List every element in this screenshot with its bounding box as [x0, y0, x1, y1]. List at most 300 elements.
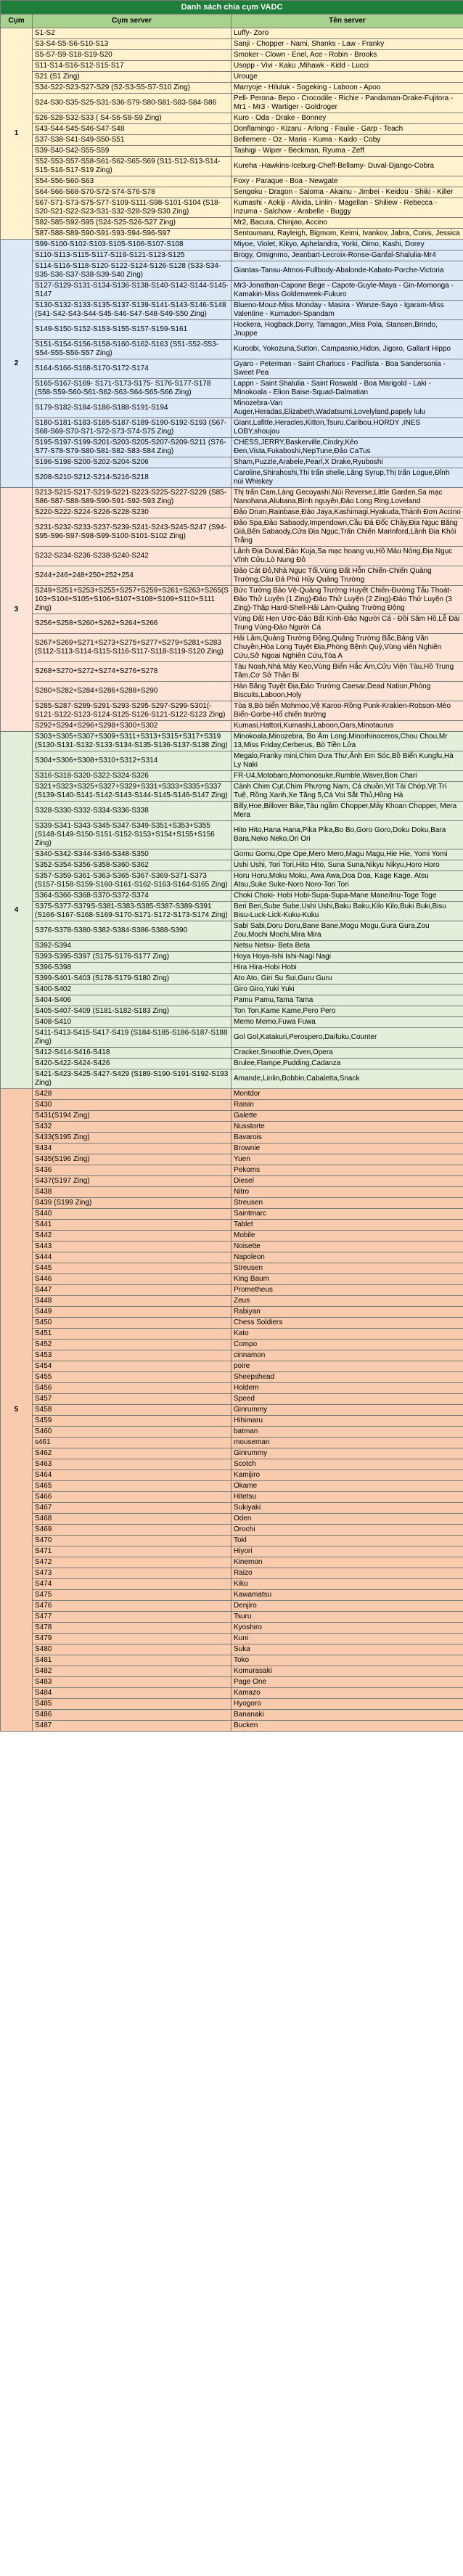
server-name-cell: Tòa 8,Bò biển Mohmoo,Vệ Karoo-Rồng Punk-Krakien-Robson-Mèo Biển-Gorbe-Hổ chiến trường: [232, 701, 463, 721]
table-row: [1, 1536, 463, 1546]
server-name-cell: Denjiro: [232, 1601, 463, 1612]
server-name-cell: Raizo: [232, 1568, 463, 1579]
server-range-cell: S339-S341-S343-S345-S347-S349-S351+S353+S355 (S148-S149-S150-S151-S152-S153+S154+S155+S156 Zing): [33, 821, 232, 849]
server-name-cell: Ton Ton,Kame Kame,Pero Pero: [232, 1006, 463, 1017]
table-row: [1, 1017, 463, 1028]
server-name-cell: Montdor: [232, 1089, 463, 1100]
table-row: [1, 1089, 463, 1100]
server-range-cell: S441: [33, 1220, 232, 1231]
server-name-cell: Minozebra-Van Auger,Heradas,Elizabeth,Wadatsumi,Lovelyland,papely lulu: [232, 399, 463, 418]
server-range-cell: S474: [33, 1579, 232, 1590]
server-range-cell: S460: [33, 1427, 232, 1438]
server-range-cell: S452: [33, 1340, 232, 1350]
server-name-cell: Mr3-Jonathan-Capone Bege - Capote-Guyle-Maya - Gin-Momonga - Kamakiri-Miss Goldenweek-Fukuro: [232, 281, 463, 301]
server-range-cell: S195-S197-S199-S201-S203-S205-S207-S209-S211 (S76-S77-S78-S79-S80-S81-S82-S83-S84 Zing): [33, 438, 232, 457]
table-row: [1, 1492, 463, 1503]
table-row: [1, 1361, 463, 1372]
table-row: [1, 508, 463, 518]
server-range-cell: S443: [33, 1242, 232, 1252]
table-row: [1, 468, 463, 488]
table-row: [1, 240, 463, 250]
table-row: [1, 1710, 463, 1721]
server-name-cell: Ushi Ushi, Tori Tori,Hito Hito, Suna Suna,Nikyu Nikyu,Horo Horo: [232, 860, 463, 871]
cluster-number: 5: [1, 1089, 33, 1732]
table-row: [1, 1634, 463, 1644]
server-range-cell: S440: [33, 1209, 232, 1220]
server-name-cell: Pekoms: [232, 1165, 463, 1176]
server-range-cell: S376-S378-S380-S382-S384-S386-S388-S390: [33, 921, 232, 941]
server-range-cell: S54-S56-S60-S63: [33, 176, 232, 187]
table-row: [1, 1069, 463, 1089]
server-name-cell: Brownie: [232, 1144, 463, 1154]
server-name-cell: poire: [232, 1361, 463, 1372]
server-name-cell: Brogy, Omignmo, Jeanbart-Lecroix-Ronse-Ganfal-Shalulia-Mr4: [232, 250, 463, 261]
server-name-cell: Kinemon: [232, 1557, 463, 1568]
server-range-cell: s461: [33, 1438, 232, 1448]
table-row: [1, 586, 463, 614]
table-row: [1, 662, 463, 682]
table-row: [1, 94, 463, 113]
table-row: [1, 921, 463, 941]
server-range-cell: S432: [33, 1122, 232, 1133]
server-name-cell: Toko: [232, 1655, 463, 1666]
server-name-cell: Đảo Cát Đỏ,Nhà Ngục Tối,Vùng Đất Hỗn Chiến-Chiến Quảng Trường,Cầu Đá Phủ Hủy Quảng Trường: [232, 566, 463, 586]
table-row: [1, 1394, 463, 1405]
server-range-cell: S469: [33, 1525, 232, 1536]
table-row: [1, 1427, 463, 1438]
server-name-cell: Chess Soldiers: [232, 1318, 463, 1329]
server-name-cell: Urouge: [232, 72, 463, 83]
table-row: [1, 1350, 463, 1361]
server-range-cell: S477: [33, 1612, 232, 1623]
server-range-cell: S396-S398: [33, 963, 232, 974]
server-range-cell: S99-S100-S102-S103-S105-S106-S107-S108: [33, 240, 232, 250]
server-range-cell: S316-S318-S320-S322-S324-S326: [33, 771, 232, 782]
server-name-cell: Cành Chim Cụt,Chim Phượng Nam, Cá chuồn,Vịt Tài Chớp,Vịt Trí Tuệ, Rồng Xanh,Xe Tăng 5,Cá Voi Sắt Thủ,Hồng Hà: [232, 782, 463, 802]
server-name-cell: Tashigi - Wiper - Beckman, Ryuma - Zeff: [232, 146, 463, 157]
server-name-cell: Tablet: [232, 1220, 463, 1231]
table-row: [1, 340, 463, 359]
server-range-cell: S268+S270+S272+S274+S276+S278: [33, 662, 232, 682]
table-row: [1, 39, 463, 50]
server-name-cell: Mr2, Bacura, Chinjao, Accino: [232, 218, 463, 229]
table-row: [1, 1438, 463, 1448]
server-range-cell: S471: [33, 1546, 232, 1557]
server-name-cell: Đảo Drum,Rainbase,Đảo Jaya,Kashimagi,Hyakuda,Thành Đơn Accino: [232, 508, 463, 518]
server-name-cell: Sham,Puzzle,Arabele,Pearl,X Drake,Ryuboshi: [232, 457, 463, 468]
table-row: [1, 1557, 463, 1568]
server-name-cell: Lãnh Địa Duval,Đảo Kuja,Sa mạc hoang vu,Hồ Máu Nóng,Địa Ngục Vĩnh Cửu,Lò Nung Đỏ: [232, 547, 463, 566]
server-range-cell: S340-S342-S344-S346-S348-S350: [33, 849, 232, 860]
server-range-cell: S196-S198-S200-S202-S204-S206: [33, 457, 232, 468]
server-range-cell: S34-S22-S23-S27-S29 (S2-S3-S5-S7-S10 Zing): [33, 83, 232, 94]
server-range-cell: S82-S85-S92-S95 (S24-S25-S26-S27 Zing): [33, 218, 232, 229]
table-row: [1, 751, 463, 771]
server-name-cell: Ato Ato, Giri Su Sui,Guru Guru: [232, 974, 463, 985]
table-row: [1, 1383, 463, 1394]
server-range-cell: S37-S38-S41-S49-S50-S51: [33, 135, 232, 146]
server-name-cell: Hira Hira-Hobi Hobi: [232, 963, 463, 974]
server-range-cell: S411-S413-S415-S417-S419 (S184-S185-S186-S187-S188 Zing): [33, 1028, 232, 1048]
server-name-cell: Thị trấn Cam,Làng Gecoyashi,Núi Reverse,Little Garden,Sa mạc Nanohana,Alubana,Bình nguyên,Đảo Long Ring,Loveland: [232, 488, 463, 508]
server-range-cell: S456: [33, 1383, 232, 1394]
server-name-cell: Noisette: [232, 1242, 463, 1252]
server-name-cell: Okame: [232, 1481, 463, 1492]
server-range-cell: S321+S323+S325+S327+S329+S331+S333+S335+S337 (S139-S140-S141-S142-S143-S144-S145-S146-S147 Zing): [33, 782, 232, 802]
server-range-cell: S67-S71-S73-S75-S77-S109-S111-S98-S101-S104 (S18-S20-S21-S22-S23-S31-S32-S28-S29-S30 Zing): [33, 198, 232, 218]
server-name-cell: Memo Memo,Fuwa Fuwa: [232, 1017, 463, 1028]
server-name-cell: Hitetsu: [232, 1492, 463, 1503]
server-range-cell: S462: [33, 1448, 232, 1459]
server-range-cell: S455: [33, 1372, 232, 1383]
server-name-cell: Kuroobi, Yokozuna,Sutton, Campasnio,Hidon, Jigoro, Gallant Hippo: [232, 340, 463, 359]
server-range-cell: S39-S40-S42-S55-S59: [33, 146, 232, 157]
server-range-cell: S459: [33, 1416, 232, 1427]
server-name-cell: Vùng Đất Hẹn Ước-Đảo Bất Kính-Đảo Người Cá - Đồi Sâm Hồ,Lễ Đài Trung Vùng-Đảo Người Cá: [232, 614, 463, 634]
table-row: [1, 157, 463, 176]
server-range-cell: S470: [33, 1536, 232, 1546]
table-row: [1, 802, 463, 821]
server-name-cell: Oden: [232, 1514, 463, 1525]
server-range-cell: S267+S269+S271+S273+S275+S277+S279+S281+S283 (S112-S113-S114-S115-S116-S117-S118-S119-S120 Zing): [33, 634, 232, 662]
server-range-cell: S434: [33, 1144, 232, 1154]
table-title-row: [1, 1, 463, 15]
server-name-cell: Saintmarc: [232, 1209, 463, 1220]
table-row: [1, 1028, 463, 1048]
table-row: [1, 1252, 463, 1263]
table-row: [1, 1459, 463, 1470]
server-range-cell: S151-S154-S156-S158-S160-S162-S163 (S51-S52-S53-S54-S55-S56-S57 Zing): [33, 340, 232, 359]
table-row: [1, 1448, 463, 1459]
server-name-cell: Bavarois: [232, 1133, 463, 1144]
table-row: [1, 1340, 463, 1350]
table-row: [1, 1688, 463, 1699]
table-row: [1, 1318, 463, 1329]
server-name-cell: Ginrummy: [232, 1405, 463, 1416]
table-row: [1, 457, 463, 468]
server-range-cell: S465: [33, 1481, 232, 1492]
server-range-cell: S458: [33, 1405, 232, 1416]
server-name-cell: Nusstorte: [232, 1122, 463, 1133]
server-range-cell: S451: [33, 1329, 232, 1340]
server-name-cell: Sentoumaru, Rayleigh, Bigmom, Keimi, Ivankov, Jabra, Conis, Jessica: [232, 229, 463, 240]
server-range-cell: S467: [33, 1503, 232, 1514]
server-name-cell: Mobile: [232, 1231, 463, 1242]
server-name-cell: Hyogoro: [232, 1699, 463, 1710]
server-name-cell: Galette: [232, 1111, 463, 1122]
server-name-cell: Blueno-Mouz-Miss Monday - Masira - Wanze-Sayo - Igaram-Miss Valentine - Kumadori-Spandam: [232, 301, 463, 320]
server-name-cell: Ginrummy: [232, 1448, 463, 1459]
table-row: [1, 488, 463, 508]
server-name-cell: Bananaki: [232, 1710, 463, 1721]
server-range-cell: S439 (S199 Zing): [33, 1198, 232, 1209]
server-name-cell: Billy,Hoe,Billover Bike,Tàu ngầm Chopper,Máy Khoan Chopper, Mera Mera: [232, 802, 463, 821]
server-range-cell: S5-S7-S9-S18-S19-S20: [33, 50, 232, 61]
server-range-cell: S480: [33, 1644, 232, 1655]
table-row: [1, 985, 463, 995]
table-row: [1, 146, 463, 157]
server-range-cell: S482: [33, 1666, 232, 1677]
server-name-cell: Kato: [232, 1329, 463, 1340]
server-range-cell: S454: [33, 1361, 232, 1372]
server-range-cell: S405-S407-S409 (S181-S182-S183 Zing): [33, 1006, 232, 1017]
server-range-cell: S220-S222-S224-S226-S228-S230: [33, 508, 232, 518]
server-name-cell: Prometheus: [232, 1285, 463, 1296]
table-row: [1, 1144, 463, 1154]
table-row: [1, 1285, 463, 1296]
table-row: [1, 320, 463, 340]
server-range-cell: S164-S166-S168-S170-S172-S174: [33, 359, 232, 379]
table-row: [1, 1100, 463, 1111]
server-range-cell: S304+S306+S308+S310+S312+S314: [33, 751, 232, 771]
header-cum-server: Cụm server: [33, 15, 232, 28]
server-name-cell: King Baum: [232, 1274, 463, 1285]
server-name-cell: Raisin: [232, 1100, 463, 1111]
server-name-cell: Giantas-Tansu-Atmos-Fullbody-Abalonde-Kabato-Porche-Victoria: [232, 261, 463, 281]
table-row: [1, 682, 463, 701]
table-row: [1, 1481, 463, 1492]
table-row: [1, 198, 463, 218]
server-range-cell: S483: [33, 1677, 232, 1688]
table-row: [1, 399, 463, 418]
server-name-cell: Scotch: [232, 1459, 463, 1470]
server-range-cell: S64-S66-S68-S70-S72-S74-S76-S78: [33, 187, 232, 198]
table-row: [1, 1655, 463, 1666]
server-name-cell: batman: [232, 1427, 463, 1438]
server-name-cell: Smoker - Clown - Enel, Ace - Robin - Brooks: [232, 50, 463, 61]
server-range-cell: S484: [33, 1688, 232, 1699]
server-range-cell: S24-S30-S35-S25-S31-S36-S79-S80-S81-S83-S84-S86: [33, 94, 232, 113]
server-range-cell: S437(S197 Zing): [33, 1176, 232, 1187]
server-name-cell: Compo: [232, 1340, 463, 1350]
cluster-number: 1: [1, 28, 33, 240]
server-name-cell: Cracker,Smoothie,Oven,Opera: [232, 1048, 463, 1059]
server-name-cell: Hiyori: [232, 1546, 463, 1557]
table-row: [1, 1329, 463, 1340]
server-name-cell: Sheepshead: [232, 1372, 463, 1383]
table-row: [1, 821, 463, 849]
server-range-cell: S448: [33, 1296, 232, 1307]
server-name-cell: Kuni: [232, 1634, 463, 1644]
server-name-cell: Hàn Băng Tuyệt Địa,Đảo Trường Caesar,Dead Nation,Phòng Biscuits,Laboon,Holy: [232, 682, 463, 701]
table-row: [1, 1525, 463, 1536]
server-name-cell: Horu Horu,Moku Moku, Awa Awa,Doa Doa, Kage Kage, Atsu Atsu,Suke Suke-Noro Noro-Tori Tori: [232, 871, 463, 891]
server-name-cell: Luffy- Zoro: [232, 28, 463, 39]
table-row: [1, 1568, 463, 1579]
table-row: [1, 1187, 463, 1198]
server-range-cell: S431(S194 Zing): [33, 1111, 232, 1122]
server-name-cell: Kyoshiro: [232, 1623, 463, 1634]
table-row: [1, 281, 463, 301]
server-name-cell: Orochi: [232, 1525, 463, 1536]
server-range-cell: S420-S422-S424-S426: [33, 1059, 232, 1069]
table-row: [1, 176, 463, 187]
server-name-cell: Tsuru: [232, 1612, 463, 1623]
server-range-cell: S231-S232-S233-S237-S239-S241-S243-S245-S247 (S94-S95-S96-S97-S98-S99-S100-S101-S102 Zing): [33, 518, 232, 547]
server-name-cell: Bức Tường Bảo Vệ-Quảng Trường Huyết Chiến-Đường Tẩu Thoát-Đảo Thử Luyện (1 Zing)-Đảo Thử Luyện (2 Zing)-Đảo Thử Luyện (3 Zing)-Thập Hard-Shell-Hải Làm-Quảng Trường Động: [232, 586, 463, 614]
table-row: [1, 1699, 463, 1710]
table-row: [1, 1416, 463, 1427]
server-range-cell: S449: [33, 1307, 232, 1318]
server-name-cell: Tàu Noah,Nhà Máy Kẹo,Vùng Biển Hắc Ám,Cửu Viện Tàu,Hồ Trung Tâm,Cơ Sở Thần Bí: [232, 662, 463, 682]
table-row: [1, 1666, 463, 1677]
server-range-cell: S357-S359-S361-S363-S365-S367-S369-S371-S373 (S157-S158-S159-S160-S161-S162-S163-S164-S165 Zing): [33, 871, 232, 891]
server-name-cell: Bucken: [232, 1721, 463, 1732]
server-name-cell: Beri Beri,Sube Sube,Ushi Ushi,Baku Baku,Kilo Kilo,Buki Buki,Bisu Bisu-Luck-Lick-Kuku-Kuku: [232, 902, 463, 921]
server-range-cell: S114-S116-S118-S120-S122-S124-S126-S128 (S33-S34-S35-S36-S37-S38-S39-S40 Zing): [33, 261, 232, 281]
server-range-cell: S256+S258+S260+S262+S264+S266: [33, 614, 232, 634]
server-name-cell: Napoleon: [232, 1252, 463, 1263]
server-range-cell: S430: [33, 1100, 232, 1111]
server-range-cell: S404-S406: [33, 995, 232, 1006]
table-row: [1, 1372, 463, 1383]
table-row: [1, 187, 463, 198]
server-name-cell: Giro Giro,Yuki Yuki: [232, 985, 463, 995]
server-name-cell: Caroline,Shirahoshi,Thi trấn shelle,Lăng Syrup,Thị trấn Logue,Đỉnh núi Whiskey: [232, 468, 463, 488]
table-row: [1, 1048, 463, 1059]
server-name-cell: Brulee,Flampe,Pudding,Cadanza: [232, 1059, 463, 1069]
server-range-cell: S444: [33, 1252, 232, 1263]
header-ten-server: Tên server: [232, 15, 463, 28]
server-name-cell: Sengoku - Dragon - Saloma - Akainu - Jimbei - Keidou - Shiki - Killer: [232, 187, 463, 198]
table-row: [1, 952, 463, 963]
table-row: [1, 1176, 463, 1187]
server-name-cell: Sabi Sabi,Doru Doru,Bane Bane,Mogu Mogu,Gura Gura,Zou Zou,Mochi Mochi,Mira Mira: [232, 921, 463, 941]
table-row: [1, 1006, 463, 1017]
server-name-cell: Streusen: [232, 1198, 463, 1209]
server-name-cell: Usopp - Vivi - Kaku ,Mihawk - Kidd - Lucci: [232, 61, 463, 72]
table-row: [1, 1122, 463, 1133]
server-range-cell: S180-S181-S183-S185-S187-S189-S190-S192-S193 (S67-S68-S69-S70-S71-S72-S73-S74-S75 Zing): [33, 418, 232, 438]
server-range-cell: S127-S129-S131-S134-S136-S138-S140-S142-S144-S145-S147: [33, 281, 232, 301]
table-row: [1, 634, 463, 662]
server-range-cell: S285-S287-S289-S291-S293-S295-S297-S299-S301(-S121-S122-S123-S124-S125-S126-S121-S122-S123 Zing): [33, 701, 232, 721]
table-row: [1, 1644, 463, 1655]
server-name-cell: Nitro: [232, 1187, 463, 1198]
table-row: [1, 701, 463, 721]
server-name-cell: mouseman: [232, 1438, 463, 1448]
server-name-cell: Marryoje - Hiluluk - Sogeking - Laboon - Apoo: [232, 83, 463, 94]
table-row: [1, 614, 463, 634]
server-range-cell: S213-S215-S217-S219-S221-S223-S225-S227-S229 (S85-S86-S87-S88-S89-S90-S91-S92-S93 Zing): [33, 488, 232, 508]
server-range-cell: S466: [33, 1492, 232, 1503]
table-row: [1, 135, 463, 146]
table-row: [1, 1111, 463, 1122]
server-range-cell: S110-S113-S115-S117-S119-S121-S123-S125: [33, 250, 232, 261]
server-name-cell: Suka: [232, 1644, 463, 1655]
table-row: [1, 995, 463, 1006]
cluster-number: 2: [1, 240, 33, 488]
server-name-cell: Zeus: [232, 1296, 463, 1307]
server-range-cell: S408-S410: [33, 1017, 232, 1028]
server-range-cell: S468: [33, 1514, 232, 1525]
server-range-cell: S280+S282+S284+S286+S288+S290: [33, 682, 232, 701]
table-row: [1, 974, 463, 985]
server-name-cell: Megalo,Franky mini,Chim Dưa Thư,Ảnh Em Sóc,Bồ Biển Kungfu,Hà Ly Naki: [232, 751, 463, 771]
server-name-cell: Kumasi,Hattori,Kumashi,Laboon,Oars,Minotaurus: [232, 721, 463, 732]
table-row: [1, 379, 463, 399]
server-range-cell: S481: [33, 1655, 232, 1666]
header-cum: Cụm: [1, 15, 33, 28]
server-name-cell: Diesel: [232, 1176, 463, 1187]
table-row: [1, 721, 463, 732]
server-range-cell: S392-S394: [33, 941, 232, 952]
server-name-cell: Hihimaru: [232, 1416, 463, 1427]
server-range-cell: S421-S423-S425-S427-S429 (S189-S190-S191-S192-S193 Zing): [33, 1069, 232, 1089]
server-name-cell: Lappn - Saint Shalulia - Saint Roswald - Boa Marigold - Laki - Minokoala - Elion Baise-Squad-Dalmatian: [232, 379, 463, 399]
server-name-cell: Kureha -Hawkins-Iceburg-Cheff-Bellamy- Duval-Django-Cobra: [232, 157, 463, 176]
server-range-cell: S447: [33, 1285, 232, 1296]
server-range-cell: S292+S294+S296+S298+S300+S302: [33, 721, 232, 732]
server-name-cell: Đảo Spa,Đảo Sabaody,Impendown,Cầu Đá Đốc Chảy,Địa Ngục Băng Giá,Bến Sabaody,Cửa Địa Ngục,Trấn Chiến Marinford,Lãnh Địa Khói Trắng: [232, 518, 463, 547]
table-row: [1, 1133, 463, 1144]
server-name-cell: Netsu Netsu- Beta Beta: [232, 941, 463, 952]
table-row: [1, 518, 463, 547]
table-row: [1, 1274, 463, 1285]
server-range-cell: S21 (S1 Zing): [33, 72, 232, 83]
server-range-cell: S244+246+248+250+252+254: [33, 566, 232, 586]
table-row: [1, 261, 463, 281]
table-row: [1, 1307, 463, 1318]
server-name-cell: Pamu Pamu,Tama Tama: [232, 995, 463, 1006]
server-range-cell: S476: [33, 1601, 232, 1612]
table-row: [1, 963, 463, 974]
server-name-cell: Choki Choki- Hobi Hobi-Supa-Supa-Mane Mane/Inu-Toge Toge: [232, 891, 463, 902]
server-name-cell: CHESS,JERRY,Baskerville,Cindry,Kẻo Đen,Vista,Fukaboshi,NepTune,Đảo CaTus: [232, 438, 463, 457]
table-row: [1, 1198, 463, 1209]
table-row: [1, 849, 463, 860]
server-range-cell: S232-S234-S236-S238-S240-S242: [33, 547, 232, 566]
table-row: [1, 1059, 463, 1069]
table-row: [1, 1601, 463, 1612]
server-name-cell: Hải Lâm,Quảng Trường Động,Quảng Trường Bắc,Bảng Văn Chuyền,Hòa Long Tuyệt Địa,Phòng Bệnh Quý,Vùng viên Nghiên Cứu,Sở Ngoại Nghiên Cứu,Tòa A: [232, 634, 463, 662]
table-row: [1, 1209, 463, 1220]
server-range-cell: S486: [33, 1710, 232, 1721]
table-row: [1, 1263, 463, 1274]
table-row: [1, 218, 463, 229]
server-range-cell: S453: [33, 1350, 232, 1361]
server-range-cell: S433(S195 Zing): [33, 1133, 232, 1144]
table-row: [1, 1503, 463, 1514]
server-range-cell: S3-S4-S5-S6-S10-S13: [33, 39, 232, 50]
table-row: [1, 418, 463, 438]
server-name-cell: Kawamatsu: [232, 1590, 463, 1601]
table-row: [1, 782, 463, 802]
server-name-cell: Gomu Gomu,Ope Ope,Mero Mero,Magu Magu,Hie Hie, Yomi Yomi: [232, 849, 463, 860]
table-body: [1, 28, 463, 1732]
table-row: [1, 1590, 463, 1601]
table-row: [1, 61, 463, 72]
server-name-cell: Kamazo: [232, 1688, 463, 1699]
server-range-cell: S473: [33, 1568, 232, 1579]
server-range-cell: S475: [33, 1590, 232, 1601]
server-range-cell: S179-S182-S184-S186-S188-S191-S194: [33, 399, 232, 418]
table-row: [1, 124, 463, 135]
table-row: [1, 860, 463, 871]
server-name-cell: Sukiyaki: [232, 1503, 463, 1514]
table-row: [1, 438, 463, 457]
server-name-cell: Kamijiro: [232, 1470, 463, 1481]
table-row: [1, 941, 463, 952]
server-range-cell: S445: [33, 1263, 232, 1274]
table-row: [1, 113, 463, 124]
server-range-cell: S352-S354-S356-S358-S360-S362: [33, 860, 232, 871]
table-row: [1, 1721, 463, 1732]
table-row: [1, 301, 463, 320]
server-range-cell: S1-S2: [33, 28, 232, 39]
server-range-cell: S43-S44-S45-S46-S47-S48: [33, 124, 232, 135]
server-name-cell: Yuen: [232, 1154, 463, 1165]
